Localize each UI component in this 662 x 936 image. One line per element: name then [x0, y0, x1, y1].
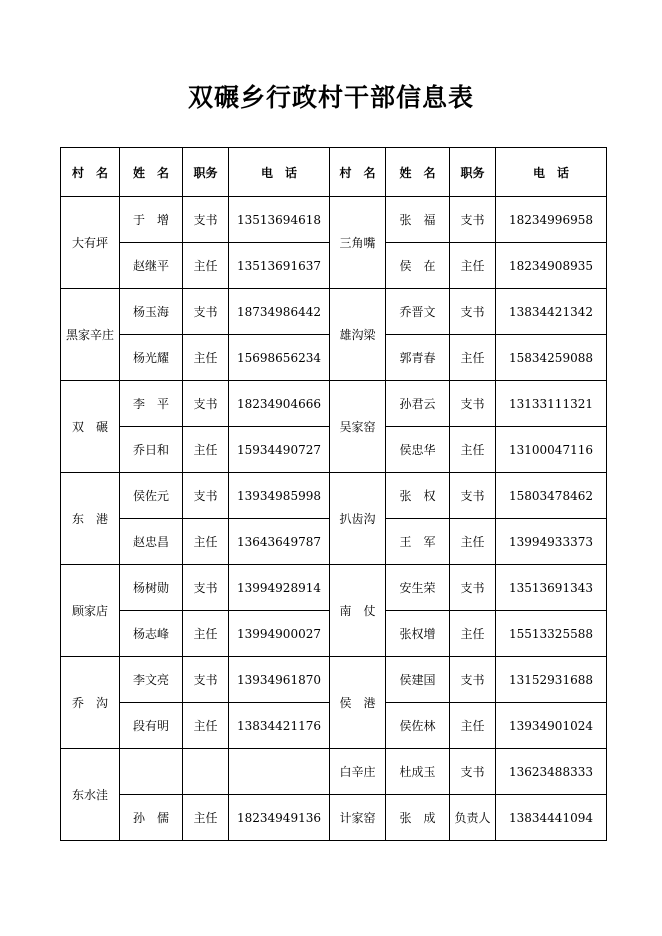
- name-cell: 安生荣: [386, 565, 450, 611]
- phone-cell: 13152931688: [496, 657, 607, 703]
- role-cell: 支书: [183, 473, 229, 519]
- phone-cell: 13133111321: [496, 381, 607, 427]
- name-cell: 张 福: [386, 197, 450, 243]
- role-cell: 主任: [183, 243, 229, 289]
- role-cell: 主任: [183, 427, 229, 473]
- role-cell: 支书: [450, 565, 496, 611]
- phone-cell: 15698656234: [229, 335, 330, 381]
- phone-cell: 15834259088: [496, 335, 607, 381]
- role-cell: 主任: [450, 519, 496, 565]
- name-cell: 张权增: [386, 611, 450, 657]
- phone-cell: 18234904666: [229, 381, 330, 427]
- phone-cell: 18234949136: [229, 795, 330, 841]
- phone-cell: 13934961870: [229, 657, 330, 703]
- role-cell: 主任: [183, 703, 229, 749]
- table-row: [61, 197, 607, 243]
- name-cell: 李 平: [120, 381, 183, 427]
- name-cell: 张 成: [386, 795, 450, 841]
- village-cell: 东水洼: [61, 749, 120, 841]
- village-cell: 双 碾: [61, 381, 120, 473]
- table-row: [61, 381, 607, 427]
- role-cell: 主任: [183, 519, 229, 565]
- village-cell: 三角嘴: [330, 197, 386, 289]
- name-cell: 杨玉海: [120, 289, 183, 335]
- page-title: 双碾乡行政村干部信息表: [187, 83, 474, 112]
- header-role: 职务: [183, 148, 229, 197]
- village-cell: 白辛庄: [330, 749, 386, 795]
- name-cell: 郭青春: [386, 335, 450, 381]
- role-cell: 支书: [450, 657, 496, 703]
- name-cell: 孙 儒: [120, 795, 183, 841]
- phone-cell: 18734986442: [229, 289, 330, 335]
- role-cell: 主任: [450, 243, 496, 289]
- role-cell: 支书: [450, 197, 496, 243]
- village-cell: 计家窑: [330, 795, 386, 841]
- name-cell: 侯佐元: [120, 473, 183, 519]
- phone-cell: 13934985998: [229, 473, 330, 519]
- phone-cell: 13100047116: [496, 427, 607, 473]
- name-cell: 侯佐林: [386, 703, 450, 749]
- header-village: 村 名: [330, 148, 386, 197]
- role-cell: 主任: [450, 335, 496, 381]
- phone-cell: 13623488333: [496, 749, 607, 795]
- role-cell: 主任: [183, 335, 229, 381]
- role-cell: 支书: [183, 657, 229, 703]
- name-cell: 侯忠华: [386, 427, 450, 473]
- phone-cell: 13513694618: [229, 197, 330, 243]
- name-cell: 李文亮: [120, 657, 183, 703]
- role-cell: 支书: [450, 289, 496, 335]
- role-cell: 支书: [450, 381, 496, 427]
- village-cell: 东 港: [61, 473, 120, 565]
- name-cell: 乔晋文: [386, 289, 450, 335]
- header-name: 姓 名: [120, 148, 183, 197]
- name-cell: 段有明: [120, 703, 183, 749]
- phone-cell: 13934901024: [496, 703, 607, 749]
- name-cell: 孙君云: [386, 381, 450, 427]
- cadre-info-table: [60, 147, 607, 841]
- table-row: [61, 289, 607, 335]
- phone-cell: 15803478462: [496, 473, 607, 519]
- header-name: 姓 名: [386, 148, 450, 197]
- role-cell: 负责人: [450, 795, 496, 841]
- phone-cell: 18234996958: [496, 197, 607, 243]
- name-cell: 杜成玉: [386, 749, 450, 795]
- village-cell: 顾家店: [61, 565, 120, 657]
- name-cell: [120, 749, 183, 795]
- village-cell: 雄沟梁: [330, 289, 386, 381]
- name-cell: 侯 在: [386, 243, 450, 289]
- role-cell: 支书: [450, 473, 496, 519]
- table-row: [61, 565, 607, 611]
- phone-cell: 13994928914: [229, 565, 330, 611]
- role-cell: 支书: [183, 197, 229, 243]
- table-row: [61, 473, 607, 519]
- role-cell: 主任: [183, 795, 229, 841]
- role-cell: 支书: [183, 289, 229, 335]
- table-header-row: [61, 148, 607, 197]
- phone-cell: [229, 749, 330, 795]
- table-row: [61, 795, 607, 841]
- role-cell: 主任: [450, 703, 496, 749]
- role-cell: [183, 749, 229, 795]
- phone-cell: 13834441094: [496, 795, 607, 841]
- header-phone: 电 话: [229, 148, 330, 197]
- name-cell: 赵继平: [120, 243, 183, 289]
- table-row: [61, 749, 607, 795]
- village-cell: 侯 港: [330, 657, 386, 749]
- phone-cell: 13513691637: [229, 243, 330, 289]
- name-cell: 王 军: [386, 519, 450, 565]
- name-cell: 张 权: [386, 473, 450, 519]
- role-cell: 主任: [450, 611, 496, 657]
- village-cell: 乔 沟: [61, 657, 120, 749]
- village-cell: 南 仗: [330, 565, 386, 657]
- phone-cell: 13643649787: [229, 519, 330, 565]
- name-cell: 乔日和: [120, 427, 183, 473]
- role-cell: 主任: [450, 427, 496, 473]
- name-cell: 侯建国: [386, 657, 450, 703]
- phone-cell: 13994900027: [229, 611, 330, 657]
- name-cell: 赵忠昌: [120, 519, 183, 565]
- village-cell: 大有坪: [61, 197, 120, 289]
- header-role: 职务: [450, 148, 496, 197]
- name-cell: 于 增: [120, 197, 183, 243]
- table-row: [61, 657, 607, 703]
- phone-cell: 18234908935: [496, 243, 607, 289]
- phone-cell: 13834421176: [229, 703, 330, 749]
- role-cell: 主任: [183, 611, 229, 657]
- phone-cell: 15513325588: [496, 611, 607, 657]
- header-phone: 电 话: [496, 148, 607, 197]
- phone-cell: 15934490727: [229, 427, 330, 473]
- phone-cell: 13994933373: [496, 519, 607, 565]
- name-cell: 杨志峰: [120, 611, 183, 657]
- phone-cell: 13834421342: [496, 289, 607, 335]
- role-cell: 支书: [183, 565, 229, 611]
- role-cell: 支书: [183, 381, 229, 427]
- village-cell: 扒齿沟: [330, 473, 386, 565]
- name-cell: 杨光耀: [120, 335, 183, 381]
- village-cell: 吴家窑: [330, 381, 386, 473]
- header-village: 村 名: [61, 148, 120, 197]
- name-cell: 杨树勋: [120, 565, 183, 611]
- role-cell: 支书: [450, 749, 496, 795]
- village-cell: 黑家辛庄: [61, 289, 120, 381]
- phone-cell: 13513691343: [496, 565, 607, 611]
